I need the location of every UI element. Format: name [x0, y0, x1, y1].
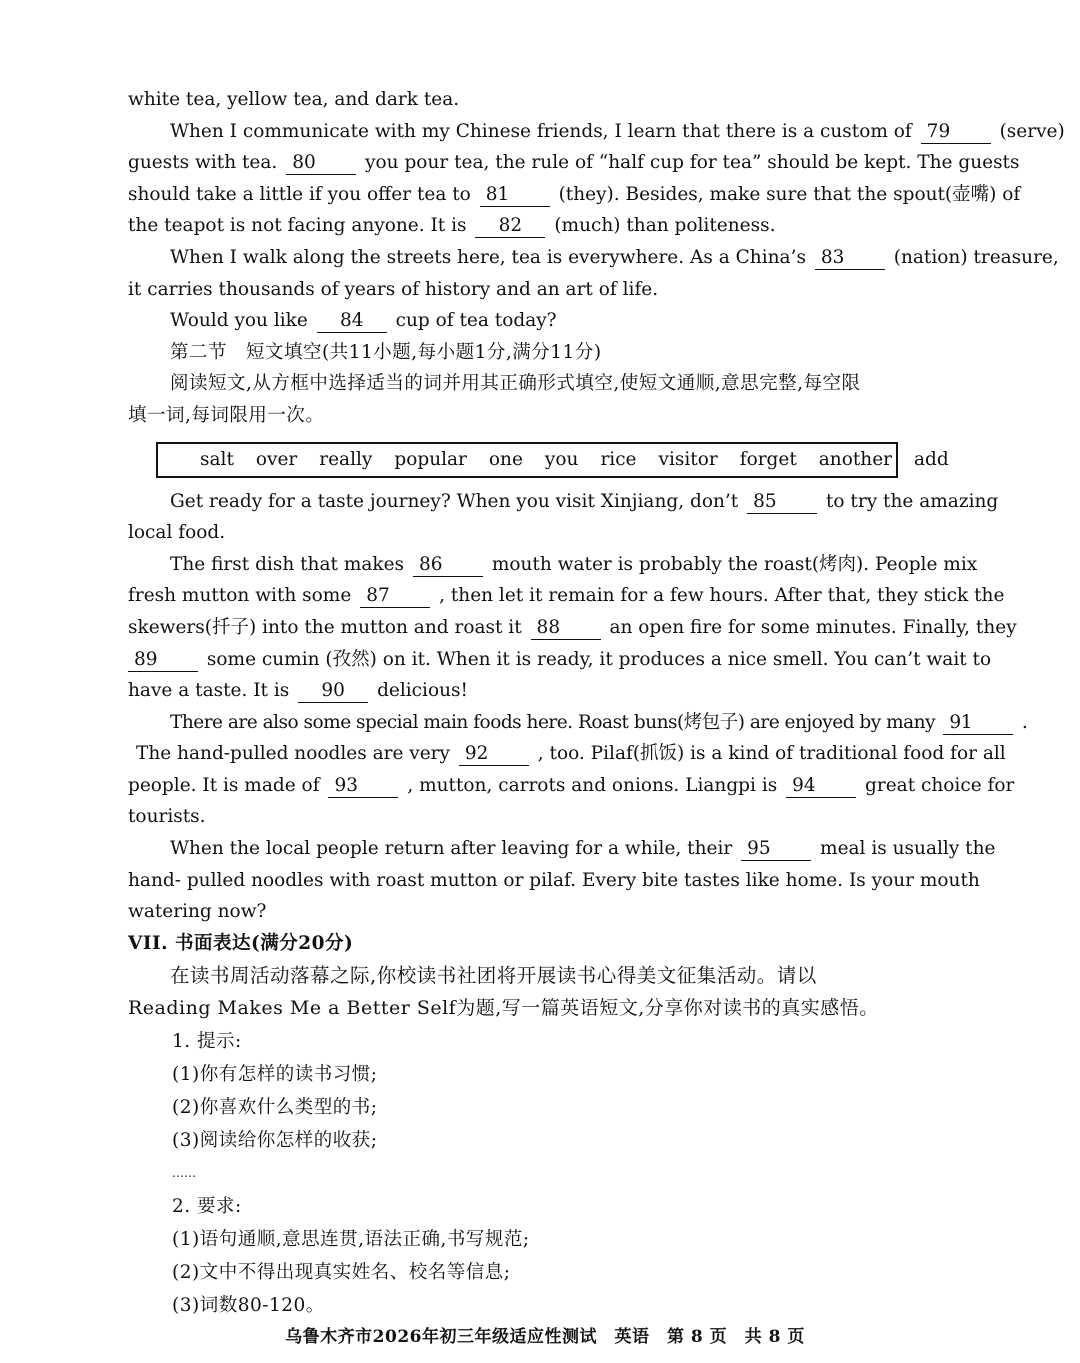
passage2-p2-line2: fresh mutton with some 87 , then let it remain for a few hours. After that, they stick the	[128, 585, 1005, 607]
word-another: another	[818, 449, 893, 471]
tips-ellipsis: ……	[172, 1166, 196, 1181]
blank-93: 93	[328, 775, 398, 798]
blank-82: 82	[475, 215, 545, 238]
tip-3: (3)阅读给你怎样的收获;	[172, 1130, 378, 1152]
word-salt: salt	[200, 449, 234, 471]
word-popular: popular	[394, 449, 467, 471]
passage2-p3-line4: tourists.	[128, 806, 206, 828]
word-rice: rice	[600, 449, 637, 471]
blank-90: 90	[298, 680, 368, 703]
section2-heading: 第二节 短文填空(共11小题,每小题1分,满分11分)	[170, 341, 602, 363]
requirements-title: 2. 要求:	[172, 1196, 242, 1218]
passage2-p3-line1: There are also some special main foods here. Roast buns(烤包子) are enjoyed by many 91 .	[170, 711, 1028, 733]
requirement-3: (3)词数80-120。	[172, 1295, 325, 1317]
page-footer: 乌鲁木齐市2026年初三年级适应性测试 英语 第 8 页 共 8 页	[285, 1327, 805, 1347]
passage2-p1-line2: local food.	[128, 522, 226, 544]
passage2-p1-line1: Get ready for a taste journey? When you visit Xinjiang, don’t 85 to try the amazing	[170, 490, 999, 512]
passage2-p2-line4: 89 some cumin (孜然) on it. When it is ready, it produces a nice smell. You can’t wait to	[128, 644, 928, 676]
word-box	[156, 442, 949, 478]
passage2-p4-line3: watering now?	[128, 901, 267, 923]
word-forget: forget	[739, 449, 797, 471]
blank-86: 86	[413, 554, 483, 577]
section7-prompt-line2: Reading Makes Me a Better Self为题,写一篇英语短文,分享你对读书的真实感悟。	[128, 997, 879, 1020]
blank-94: 94	[786, 775, 856, 798]
passage1-p2-line1: When I communicate with my Chinese friends, I learn that there is a custom of 79 (serve)	[170, 120, 1065, 142]
passage2-p2-line3: skewers(扦子) into the mutton and roast it 88 an open fire for some minutes. Finally, they	[128, 616, 1017, 638]
word-visitor: visitor	[658, 449, 718, 471]
passage2-p3-line2: The hand-pulled noodles are very 92 , too. Pilaf(抓饭) is a kind of traditional food for all	[136, 743, 1006, 765]
blank-79: 79	[921, 121, 991, 144]
passage1-p2-line3: should take a little if you offer tea to 81 (they). Besides, make sure that the spout(壶嘴) of	[128, 183, 1021, 205]
blank-91: 91	[943, 712, 1013, 735]
section7-heading: VII. 书面表达(满分20分)	[128, 932, 354, 954]
section2-instruction-line1: 阅读短文,从方框中选择适当的词并用其正确形式填空,使短文通顺,意思完整,每空限	[170, 373, 861, 395]
passage1-p3-line2: it carries thousands of years of history and an art of life.	[128, 278, 659, 300]
blank-81: 81	[480, 184, 550, 207]
passage2-p4-line1: When the local people return after leaving for a while, their 95 meal is usually the	[170, 838, 996, 860]
passage1-p4-line1: Would you like 84 cup of tea today?	[170, 310, 557, 332]
passage1-p2-line4: the teapot is not facing anyone. It is 82 (much) than politeness.	[128, 215, 776, 237]
word-you: you	[544, 449, 579, 471]
requirement-1: (1)语句通顺,意思连贯,语法正确,书写规范;	[172, 1229, 530, 1251]
blank-87: 87	[360, 585, 430, 608]
word-really: really	[319, 449, 373, 471]
passage2-p3-line3: people. It is made of 93 , mutton, carrots and onions. Liangpi is 94 great choice for	[128, 774, 1015, 796]
blank-84: 84	[317, 310, 387, 333]
word-add: add	[914, 449, 949, 471]
word-one: one	[488, 449, 523, 471]
blank-92: 92	[459, 743, 529, 766]
tip-1: (1)你有怎样的读书习惯;	[172, 1064, 378, 1086]
blank-89: 89	[128, 649, 198, 672]
blank-88: 88	[531, 617, 601, 640]
passage2-p2-line1: The first dish that makes 86 mouth water is probably the roast(烤肉). People mix	[170, 553, 978, 575]
section2-instruction-line2: 填一词,每词限用一次。	[128, 404, 325, 426]
blank-95: 95	[741, 838, 811, 861]
section7-prompt-line1: 在读书周活动落幕之际,你校读书社团将开展读书心得美文征集活动。请以	[170, 964, 817, 988]
passage1-line1: white tea, yellow tea, and dark tea.	[128, 89, 460, 110]
word-over: over	[255, 449, 298, 471]
tip-2: (2)你喜欢什么类型的书;	[172, 1097, 378, 1119]
passage1-p2-line2: guests with tea. 80 you pour tea, the rule of “half cup for tea” should be kept. The guests	[128, 152, 1020, 174]
tips-title: 1. 提示:	[172, 1031, 242, 1053]
blank-85: 85	[747, 491, 817, 514]
passage1-p3-line1: When I walk along the streets here, tea is everywhere. As a China’s 83 (nation) treasure,	[170, 246, 1059, 268]
requirement-2: (2)文中不得出现真实姓名、校名等信息;	[172, 1262, 511, 1284]
blank-80: 80	[286, 152, 356, 175]
passage2-p4-line2: hand- pulled noodles with roast mutton or pilaf. Every bite tastes like home. Is your mouth	[128, 869, 980, 891]
passage2-p2-line5: have a taste. It is 90 delicious!	[128, 680, 468, 702]
blank-83: 83	[815, 247, 885, 270]
